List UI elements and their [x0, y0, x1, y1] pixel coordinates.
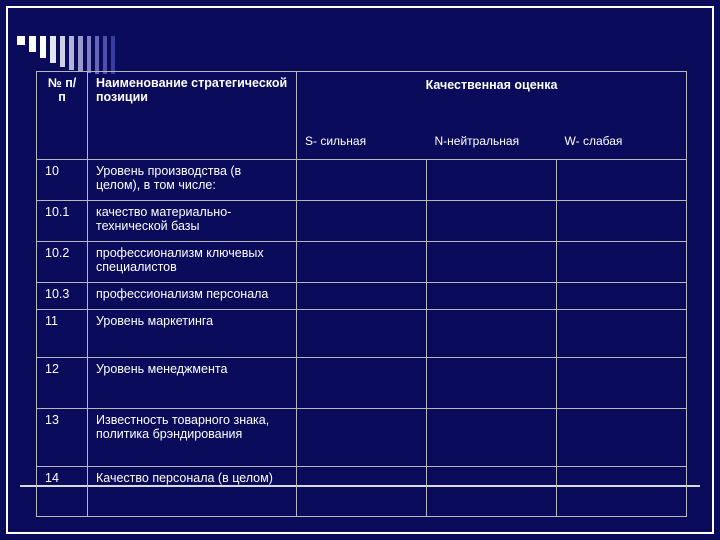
- table-row: [37, 160, 687, 201]
- row-number: 14: [37, 467, 88, 517]
- cell-neutral[interactable]: [427, 310, 557, 358]
- deco-bar: [17, 36, 25, 45]
- table-row: [37, 409, 687, 467]
- cell-strong[interactable]: [297, 283, 427, 310]
- deco-bar: [40, 36, 46, 58]
- cell-weak[interactable]: [557, 467, 687, 517]
- cell-neutral[interactable]: [427, 409, 557, 467]
- cell-weak[interactable]: [557, 283, 687, 310]
- cell-weak[interactable]: [557, 201, 687, 242]
- row-number: 11: [37, 310, 88, 358]
- row-name: качество материально-технической базы: [88, 201, 297, 242]
- row-number: 10: [37, 160, 88, 201]
- header-name: Наименование стратегической позиции: [88, 72, 297, 160]
- deco-bar: [50, 36, 56, 63]
- cell-neutral[interactable]: [427, 201, 557, 242]
- row-number: 12: [37, 358, 88, 409]
- cell-neutral[interactable]: [427, 160, 557, 201]
- deco-bar: [103, 36, 107, 74]
- cell-strong[interactable]: [297, 310, 427, 358]
- header-number: № п/п: [37, 72, 88, 160]
- deco-bar: [87, 36, 91, 73]
- strategic-positions-table: [36, 71, 687, 517]
- cell-weak[interactable]: [557, 358, 687, 409]
- cell-neutral[interactable]: [427, 358, 557, 409]
- header-strong: S- сильная: [297, 130, 427, 160]
- deco-bar: [69, 36, 74, 70]
- cell-neutral[interactable]: [427, 283, 557, 310]
- table-row: [37, 242, 687, 283]
- row-number: 10.2: [37, 242, 88, 283]
- deco-bar: [95, 36, 99, 74]
- deco-bar: [29, 36, 36, 52]
- row-name: Уровень производства (в целом), в том числе:: [88, 160, 297, 201]
- cell-neutral[interactable]: [427, 467, 557, 517]
- header-weak: W- слабая: [557, 130, 687, 160]
- cell-strong[interactable]: [297, 242, 427, 283]
- cell-neutral[interactable]: [427, 242, 557, 283]
- row-number: 10.3: [37, 283, 88, 310]
- row-name: Известность товарного знака, политика брэндирования: [88, 409, 297, 467]
- cell-strong[interactable]: [297, 358, 427, 409]
- cell-weak[interactable]: [557, 242, 687, 283]
- table-row: [37, 358, 687, 409]
- row-name: профессионализм персонала: [88, 283, 297, 310]
- row-number: 13: [37, 409, 88, 467]
- header-neutral: N-нейтральная: [427, 130, 557, 160]
- cell-strong[interactable]: [297, 160, 427, 201]
- table-row: [37, 283, 687, 310]
- table-row: [37, 467, 687, 517]
- cell-weak[interactable]: [557, 310, 687, 358]
- table-header-row: [37, 72, 687, 130]
- cell-strong[interactable]: [297, 201, 427, 242]
- row-name: профессионализм ключевых специалистов: [88, 242, 297, 283]
- row-name: Качество персонала (в целом): [88, 467, 297, 517]
- deco-bar: [78, 36, 83, 72]
- cell-strong[interactable]: [297, 467, 427, 517]
- cell-weak[interactable]: [557, 160, 687, 201]
- cell-strong[interactable]: [297, 409, 427, 467]
- cell-weak[interactable]: [557, 409, 687, 467]
- row-name: Уровень менеджмента: [88, 358, 297, 409]
- row-number: 10.1: [37, 201, 88, 242]
- table-row: [37, 201, 687, 242]
- decorative-bars: [17, 36, 117, 76]
- table-row: [37, 310, 687, 358]
- deco-bar: [111, 36, 115, 74]
- deco-bar: [60, 36, 65, 67]
- row-name: Уровень маркетинга: [88, 310, 297, 358]
- header-quality: Качественная оценка: [297, 72, 687, 130]
